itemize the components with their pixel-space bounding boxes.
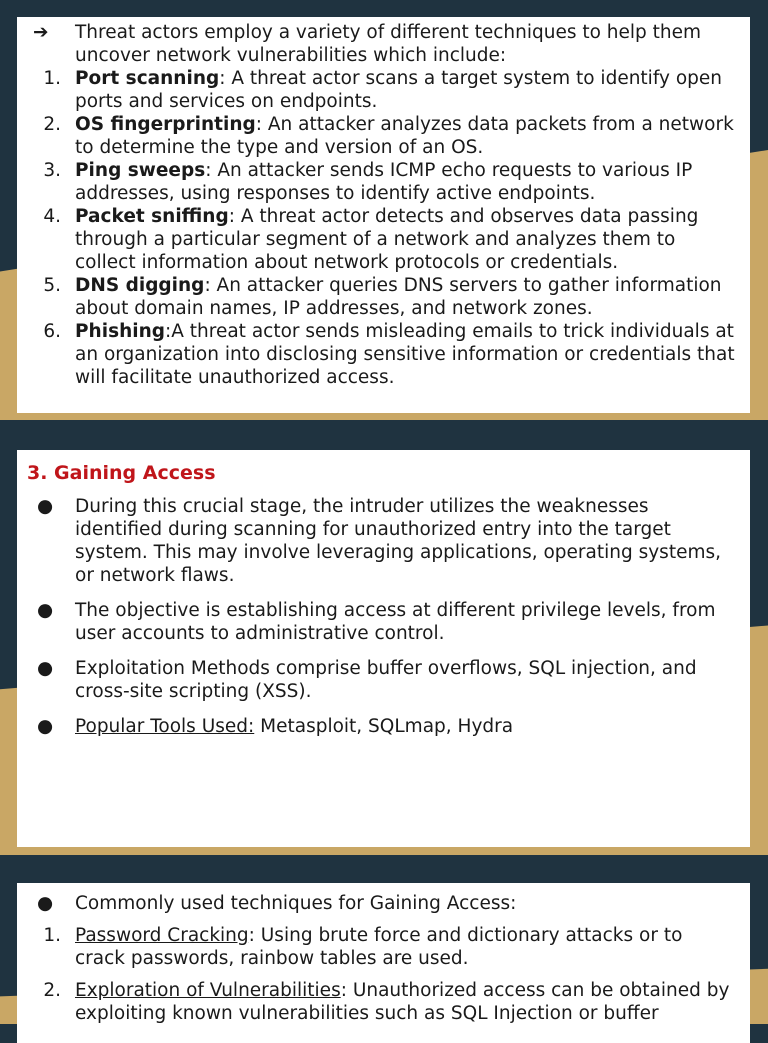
list-item: [27, 320, 738, 389]
technique-term: Exploration of Vulnerabilities: [75, 980, 341, 1001]
technique-desc: : Using brute force and dictionary attacks or to crack passwords, rainbow tables are used.: [75, 925, 683, 969]
bullet-text: During this crucial stage, the intruder utilizes the weaknesses identified during scanning for unauthorized entry into the target system. This may involve leveraging applications, operating systems, or network flaws.: [75, 496, 722, 586]
technique-term: Ping sweeps: [75, 160, 206, 181]
technique-desc: : An attacker analyzes data packets from a network to determine the type and version of an OS.: [75, 114, 734, 158]
section-heading: 3. Gaining Access: [27, 462, 216, 484]
technique-term: Packet sniffing: [75, 206, 229, 227]
technique-term: Password Cracking: [75, 925, 249, 946]
bullet-item: [27, 599, 738, 645]
technique-term: DNS digging: [75, 275, 205, 296]
technique-term: Port scanning: [75, 68, 220, 89]
tools-value: Metasploit, SQLmap, Hydra: [254, 716, 514, 737]
list-item: [27, 67, 738, 113]
bullet-text: Exploitation Methods comprise buffer overflows, SQL injection, and cross-site scripting (XSS).: [75, 658, 697, 702]
bullet-icon: ●: [37, 716, 54, 737]
bullet-icon: ●: [37, 893, 54, 914]
list-item: [27, 924, 738, 970]
list-number: 6.: [43, 321, 61, 342]
bullet-item: [27, 495, 738, 587]
technique-desc: : An attacker queries DNS servers to gather information about domain names, IP addresses, and network zones.: [75, 275, 722, 319]
technique-desc: : Unauthorized access can be obtained by exploiting known vulnerabilities such as SQL Injection or buffer: [75, 980, 730, 1024]
intro-item: [27, 21, 738, 67]
bullet-item: [27, 892, 738, 915]
bullet-text: Commonly used techniques for Gaining Access:: [75, 893, 517, 914]
bullet-icon: ●: [37, 600, 54, 621]
list-number: 4.: [43, 206, 61, 227]
list-item: [27, 205, 738, 274]
intro-text: Threat actors employ a variety of different techniques to help them uncover network vulnerabilities which include:: [75, 22, 702, 66]
list-number: 3.: [43, 160, 61, 181]
list-number: 5.: [43, 275, 61, 296]
technique-term: Phishing: [75, 321, 166, 342]
tools-label: Popular Tools Used:: [75, 716, 255, 737]
arrow-icon: ➔: [33, 22, 49, 43]
bullet-text: The objective is establishing access at different privilege levels, from user accounts to administrative control.: [75, 600, 716, 644]
list-number: 2.: [43, 114, 61, 135]
technique-term: OS fingerprinting: [75, 114, 256, 135]
technique-desc: : A threat actor scans a target system to identify open ports and services on endpoints.: [75, 68, 723, 112]
technique-desc: : An attacker sends ICMP echo requests to various IP addresses, using responses to identify active endpoints.: [75, 160, 693, 204]
technique-desc: : A threat actor detects and observes data passing through a particular segment of a network and analyzes them to collect information about network protocols or credentials.: [75, 206, 699, 273]
list-item: [27, 979, 738, 1025]
bullet-item: [27, 657, 738, 703]
list-item: [27, 159, 738, 205]
slide-scanning-techniques: [17, 17, 750, 413]
list-item: [27, 274, 738, 320]
slide-gaining-access: [17, 450, 750, 847]
bullet-item: [27, 715, 738, 738]
list-item: [27, 113, 738, 159]
list-number: 2.: [43, 980, 61, 1001]
slide-gaining-access-techniques: [17, 883, 750, 1043]
list-number: 1.: [43, 68, 61, 89]
technique-desc: :A threat actor sends misleading emails to trick individuals at an organization into disclosing sensitive information or credentials that will facilitate unauthorized access.: [75, 321, 735, 388]
list-number: 1.: [43, 925, 61, 946]
bullet-icon: ●: [37, 658, 54, 679]
bullet-icon: ●: [37, 496, 54, 517]
